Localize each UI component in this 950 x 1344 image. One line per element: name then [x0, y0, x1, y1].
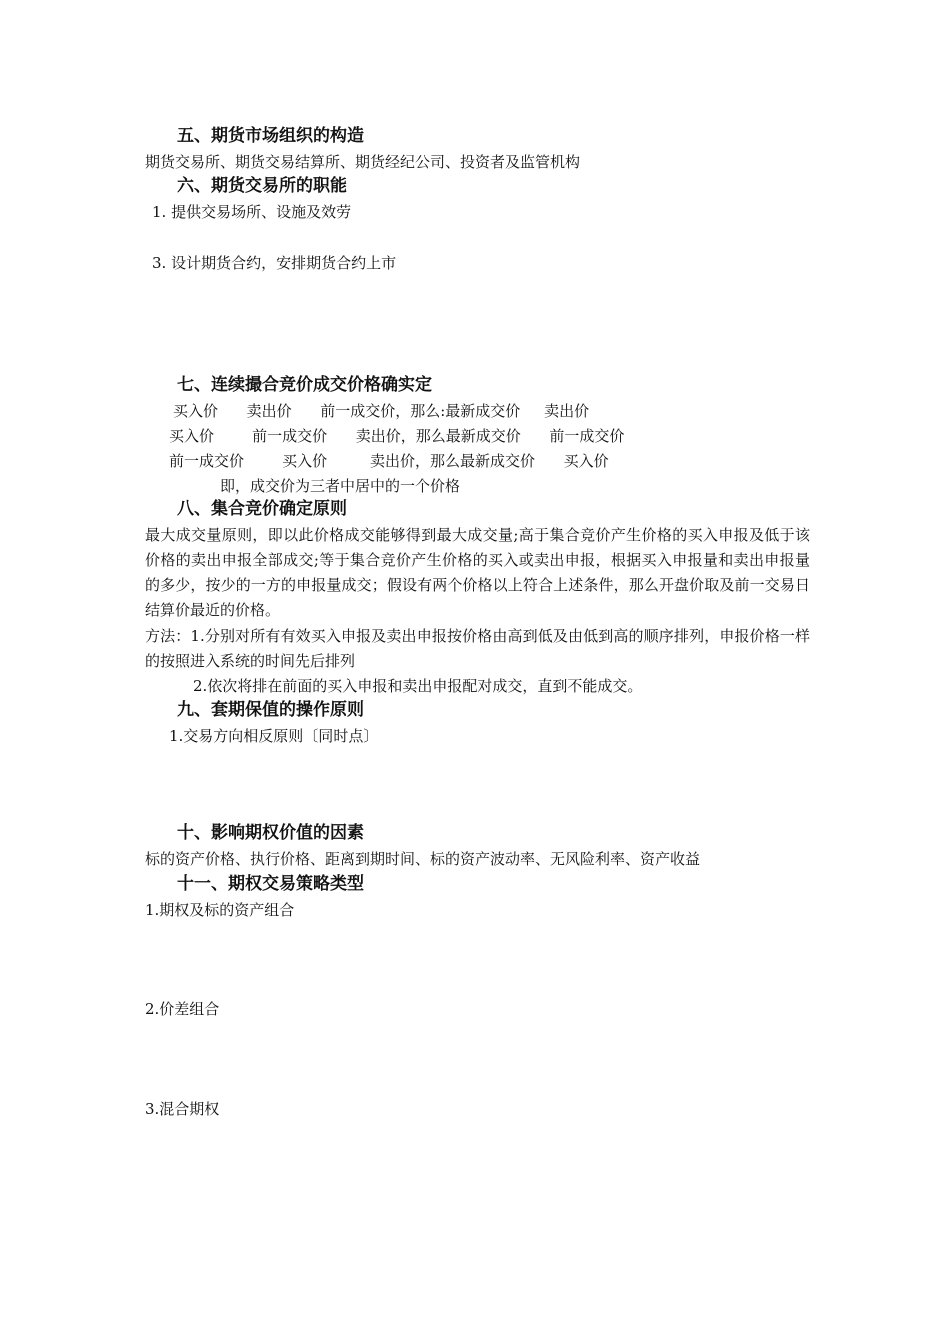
- section-6-item-1: 1. 提供交易场所、设施及效劳: [152, 203, 352, 221]
- section-5-heading: 五、期货市场组织的构造: [177, 126, 364, 146]
- section-9-item-1: 1.交易方向相反原则〔同时点〕: [169, 727, 379, 745]
- section-8-method-2: 2.依次将排在前面的买入申报和卖出申报配对成交，直到不能成交。: [193, 677, 643, 695]
- section-11-item-2: 2.价差组合: [145, 1000, 220, 1018]
- section-7-line-4: 即，成交价为三者中居中的一个价格: [220, 477, 461, 495]
- section-5-body: 期货交易所、期货交易结算所、期货经纪公司、投资者及监管机构: [145, 153, 581, 171]
- section-11-item-3: 3.混合期权: [145, 1100, 220, 1118]
- section-7-heading: 七、连续撮合竞价成交价格确实定: [177, 375, 432, 395]
- section-8-heading: 八、集合竞价确定原则: [177, 499, 347, 519]
- section-9-heading: 九、套期保值的操作原则: [177, 700, 364, 720]
- section-11-item-1: 1.期权及标的资产组合: [145, 901, 295, 919]
- section-8-paragraph: 最大成交量原则，即以此价格成交能够得到最大成交量;高于集合竞价产生价格的买入申报及低于该价格的卖出申报全部成交;等于集合竞价产生价格的买入或卖出申报，根据买入申报量和卖出申报量的多少，按少的一方的申报量成交；假设有两个价格以上符合上述条件，那么开盘价取及前一交易日结算价最近的价格。: [145, 526, 810, 619]
- section-7-line-3: 前一成交价 买入价 卖出价，那么最新成交价 买入价: [169, 452, 609, 470]
- section-10-heading: 十、影响期权价值的因素: [177, 823, 364, 843]
- section-7-line-1: 买入价 卖出价 前一成交价，那么:最新成交价 卖出价: [173, 402, 590, 420]
- section-6-heading: 六、期货交易所的职能: [177, 176, 347, 196]
- section-11-heading: 十一、期权交易策略类型: [177, 874, 364, 894]
- section-6-item-3: 3. 设计期货合约，安排期货合约上市: [152, 254, 397, 272]
- section-7-line-2: 买入价 前一成交价 卖出价，那么最新成交价 前一成交价: [169, 427, 625, 445]
- section-10-body: 标的资产价格、执行价格、距离到期时间、标的资产波动率、无风险利率、资产收益: [145, 850, 701, 868]
- section-8-method-1: 方法：1.分别对所有有效买入申报及卖出申报按价格由高到低及由低到高的顺序排列，申报价格一样的按照进入系统的时间先后排列: [145, 627, 810, 670]
